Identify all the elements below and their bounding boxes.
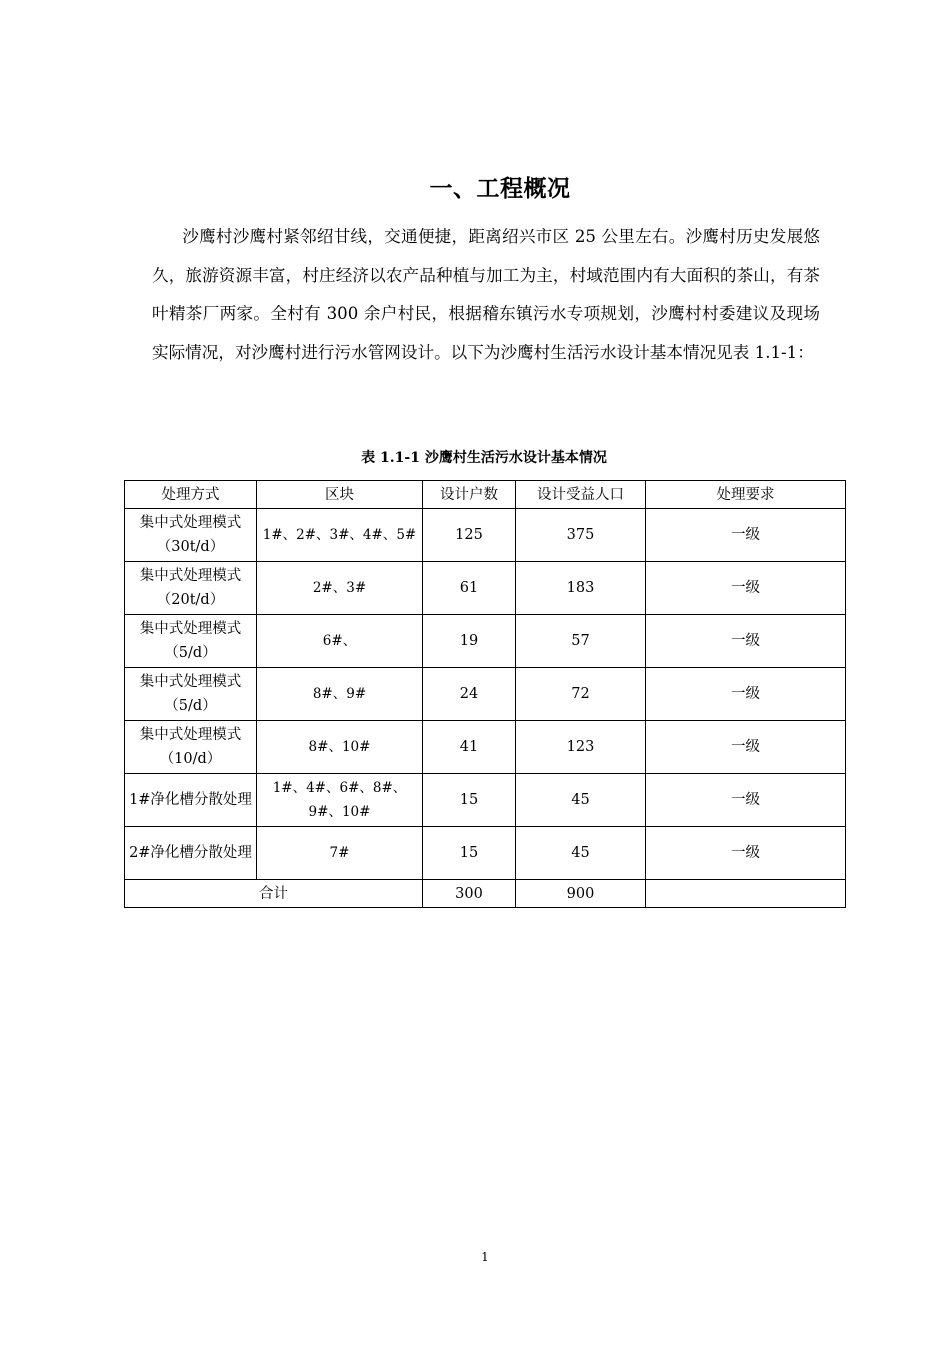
cell-requirement: 一级: [646, 721, 846, 774]
total-requirement: [646, 880, 846, 908]
header-treatment-method: 处理方式: [125, 481, 257, 509]
total-households: 300: [423, 880, 516, 908]
cell-households: 125: [423, 509, 516, 562]
cell-treatment-method: 集中式处理模式（10/d）: [125, 721, 257, 774]
cell-population: 57: [516, 615, 646, 668]
intro-text: 沙鹰村沙鹰村紧邻绍甘线，交通便捷，距离绍兴市区 25 公里左右。沙鹰村历史发展悠久，旅游资源丰富，村庄经济以农产品种植与加工为主，村域范围内有大面积的茶山，有茶叶精茶厂两家。全村有 300 余户村民，根据稽东镇污水专项规划，沙鹰村村委建议及现场实际情况，对沙鹰村进行污水管网设计。以下为沙鹰村生活污水设计基本情况见表 1.1-1：: [152, 227, 820, 362]
cell-population: 123: [516, 721, 646, 774]
cell-treatment-method: 集中式处理模式（5/d）: [125, 668, 257, 721]
cell-block: 8#、9#: [257, 668, 423, 721]
header-requirement: 处理要求: [646, 481, 846, 509]
design-table: [124, 480, 846, 908]
cell-block: 2#、3#: [257, 562, 423, 615]
cell-population: 183: [516, 562, 646, 615]
cell-requirement: 一级: [646, 668, 846, 721]
table-row: [125, 562, 846, 615]
cell-requirement: 一级: [646, 562, 846, 615]
cell-block: 6#、: [257, 615, 423, 668]
cell-households: 61: [423, 562, 516, 615]
total-label: 合计: [125, 880, 423, 908]
cell-requirement: 一级: [646, 615, 846, 668]
table-row: [125, 509, 846, 562]
table-row: [125, 615, 846, 668]
cell-requirement: 一级: [646, 827, 846, 880]
cell-treatment-method: 集中式处理模式（30t/d）: [125, 509, 257, 562]
table-total-row: [125, 880, 846, 908]
cell-households: 41: [423, 721, 516, 774]
table-row: [125, 827, 846, 880]
cell-block: 1#、2#、3#、4#、5#: [257, 509, 423, 562]
cell-block: 1#、4#、6#、8#、9#、10#: [257, 774, 423, 827]
header-households: 设计户数: [423, 481, 516, 509]
cell-requirement: 一级: [646, 509, 846, 562]
cell-treatment-method: 1#净化槽分散处理: [125, 774, 257, 827]
section-heading: 一、工程概况: [429, 176, 571, 202]
cell-requirement: 一级: [646, 774, 846, 827]
table-row: [125, 774, 846, 827]
total-population: 900: [516, 880, 646, 908]
cell-households: 24: [423, 668, 516, 721]
cell-population: 45: [516, 774, 646, 827]
cell-treatment-method: 集中式处理模式（5/d）: [125, 615, 257, 668]
cell-treatment-method: 集中式处理模式（20t/d）: [125, 562, 257, 615]
cell-households: 19: [423, 615, 516, 668]
cell-block: 7#: [257, 827, 423, 880]
cell-population: 375: [516, 509, 646, 562]
table-row: [125, 721, 846, 774]
page-number: 1: [481, 1250, 489, 1264]
cell-treatment-method: 2#净化槽分散处理: [125, 827, 257, 880]
cell-households: 15: [423, 774, 516, 827]
header-population: 设计受益人口: [516, 481, 646, 509]
cell-households: 15: [423, 827, 516, 880]
cell-block: 8#、10#: [257, 721, 423, 774]
cell-population: 45: [516, 827, 646, 880]
table-row: [125, 668, 846, 721]
table-header-row: [125, 481, 846, 509]
table-caption: 表 1.1-1 沙鹰村生活污水设计基本情况: [361, 450, 607, 466]
header-block: 区块: [257, 481, 423, 509]
cell-population: 72: [516, 668, 646, 721]
intro-paragraph: [152, 218, 820, 372]
